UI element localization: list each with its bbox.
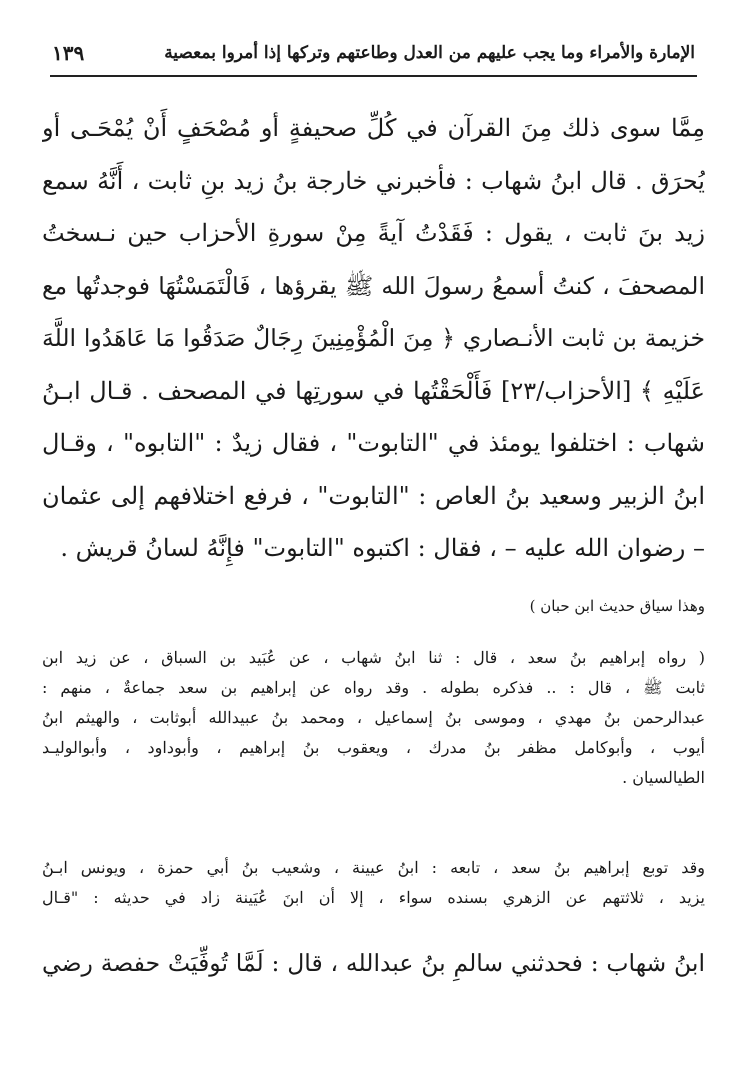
text-line: – رضوان الله عليه – ، فقال : اكتبوه "التابوت" فإِنَّهُ لسانُ قريش .	[60, 534, 705, 562]
page-number: ١٣٩	[52, 41, 85, 65]
text-line: شهاب : اختلفوا يومئذ في "التابوت" ، فقال زيدٌ : "التابوه" ، وقـال	[42, 429, 705, 457]
note-line: ثابت ﷺ ، قال : .. فذكره بطوله . وقد رواه عن إبراهيم بن سعد جماعةٌ ، منهم :	[42, 678, 705, 697]
note-line: ( رواه إبراهيم بنُ سعد ، قال : ثنا ابنُ شهاب ، عن عُبَيد بن السباق ، عن زيد ابن	[42, 648, 705, 667]
follow-up-note	[42, 853, 705, 913]
page-header	[52, 34, 695, 72]
text-line: مِمَّا سوى ذلك مِنَ القرآن في كُلِّ صحيفةٍ أو مُصْحَفٍ أَنْ يُمْحَـى أو	[42, 114, 705, 142]
closing-text	[42, 937, 705, 989]
header-rule	[50, 75, 697, 77]
text-line: يُحرَق . قال ابنُ شهاب : فأخبرني خارجة بنُ زيد بنِ ثابت ، أَنَّهُ سمع	[42, 166, 705, 195]
text-line: ابنُ الزبير وسعيد بنُ العاص : "التابوت" ، فرفع اختلافهم إلى عثمان	[42, 481, 705, 510]
note-line: يزيد ، ثلاثتهم عن الزهري بسنده سواء ، إلا أن ابنَ عُيَينة زاد في حديثه : "قـال	[42, 888, 705, 907]
takhrij-note	[42, 643, 705, 793]
text-line: ابنُ شهاب : فحدثني سالمِ بنُ عبدالله ، قال : لَمَّا تُوفِّيَتْ حفصة رضي	[42, 949, 705, 977]
note-line: أيوب ، وأبوكامل مظفر بنُ مدرك ، ويعقوب بنُ إبراهيم ، وأبوداود ، وأبوالوليـد	[42, 738, 705, 757]
note-line: وقد توبع إبراهيم بنُ سعد ، تابعه : ابنُ عيينة ، وشعيب بنُ أبي حمزة ، ويونس ابـنُ	[42, 858, 705, 877]
running-title: الإمارة والأمراء وما يجب عليهم من العدل وطاعتهم وتركها إذا أمروا بمعصية	[164, 43, 695, 63]
source-line: وهذا سياق حديث ابن حبان )	[529, 597, 705, 615]
note-line: الطيالسيان .	[622, 768, 705, 787]
text-line: عَلَيْهِ ﴾ [الأحزاب/٢٣] فَأَلْحَقْتُها في سورتِها في المصحف . قـال ابـنُ	[42, 376, 705, 405]
text-line: خزيمة بن ثابت الأنـصاري ﴿ مِنَ الْمُؤْمِنِينَ رِجَالٌ صَدَقُوا مَا عَاهَدُوا اللَّهَ	[42, 324, 705, 352]
main-text	[42, 102, 705, 575]
note-line: عبدالرحمن بنُ مهدي ، وموسى بنُ إسماعيل ، ومحمد بنُ عبيدالله أبوثابت ، والهيثم ابنُ	[42, 708, 705, 727]
text-line: زيد بنَ ثابت ، يقول : فَقَدْتُ آيةً مِنْ سورةِ الأحزاب حين نـسختُ	[42, 219, 705, 247]
text-line: المصحفَ ، كنتُ أسمعُ رسولَ الله ﷺ يقرؤها ، فَالْتَمَسْتُهَا فوجدتُها مع	[42, 271, 705, 300]
